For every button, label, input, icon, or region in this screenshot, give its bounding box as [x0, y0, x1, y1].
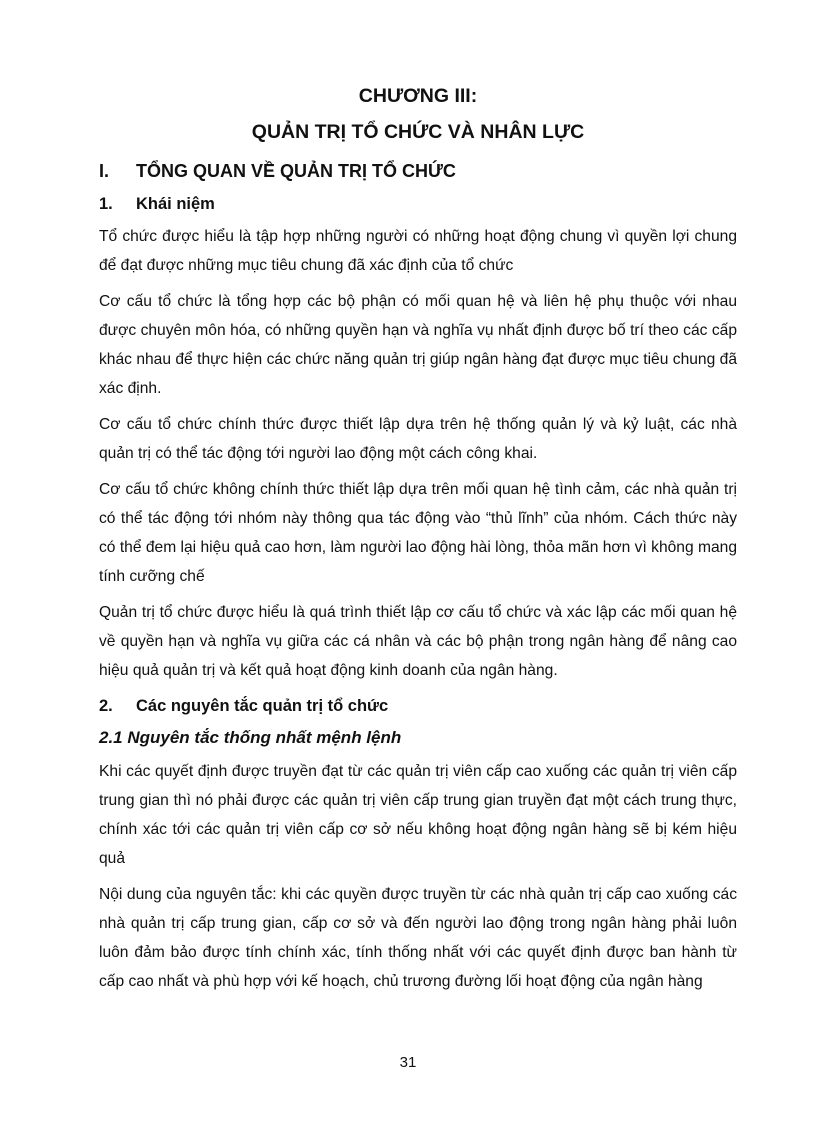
subsection-number: 1. [99, 195, 113, 213]
page-number: 31 [399, 1054, 417, 1071]
chapter-title: CHƯƠNG III: [358, 85, 478, 107]
paragraph: Tổ chức được hiểu là tập hợp những người có những hoạt động chung vì quyền lợi chung để đạt được những mục tiêu chung đã xác định của tổ chức [99, 228, 737, 274]
paragraph: Khi các quyết định được truyền đạt từ các quản trị viên cấp cao xuống các quản trị viên cấp trung gian thì nó phải được các quản trị viên cấp trung gian truyền đạt một cách trung thực, chính xác tới các quản trị viên cấp cơ sở nếu không hoạt động ngân hàng sẽ bị kém hiệu quả [99, 763, 737, 867]
section-title: TỔNG QUAN VỀ QUẢN TRỊ TỔ CHỨC [136, 161, 456, 181]
subsubsection-heading: 2.1 Nguyên tắc thống nhất mệnh lệnh [99, 728, 402, 747]
subsection-heading-2 [99, 695, 737, 717]
section-number: I. [99, 161, 110, 181]
paragraph: Nội dung của nguyên tắc: khi các quyền được truyền từ các nhà quản trị cấp cao xuống các nhà quản trị cấp trung gian, cấp cơ sở và đến người lao động trong ngân hàng phải luôn luôn đảm bảo được tính chính xác, tính thống nhất với các quyết định được ban hành từ cấp cao nhất và phù hợp với kế hoạch, chủ trương đường lối hoạt động của ngân hàng [99, 886, 737, 990]
section-heading-1 [99, 159, 737, 183]
subsection-number: 2. [99, 697, 113, 715]
chapter-subtitle: QUẢN TRỊ TỔ CHỨC VÀ NHÂN LỰC [251, 121, 585, 143]
subsection-title: Các nguyên tắc quản trị tổ chức [136, 697, 389, 715]
subsection-title: Khái niệm [136, 195, 215, 213]
paragraph: Cơ cấu tổ chức chính thức được thiết lập dựa trên hệ thống quản lý và kỷ luật, các nhà quản trị có thể tác động tới người lao động một cách công khai. [99, 416, 737, 462]
paragraph: Cơ cấu tổ chức không chính thức thiết lập dựa trên mối quan hệ tình cảm, các nhà quản trị có thể tác động tới nhóm này thông qua tác động vào “thủ lĩnh” của nhóm. Cách thức này có thể đem lại hiệu quả cao hơn, làm người lao động hài lòng, thỏa mãn hơn vì không mang tính cưỡng chế [99, 481, 737, 585]
paragraph: Cơ cấu tổ chức là tổng hợp các bộ phận có mối quan hệ và liên hệ phụ thuộc với nhau được chuyên môn hóa, có những quyền hạn và nghĩa vụ nhất định được bố trí theo các cấp khác nhau để thực hiện các chức năng quản trị giúp ngân hàng đạt được mục tiêu chung đã xác định. [99, 293, 737, 397]
paragraph: Quản trị tổ chức được hiểu là quá trình thiết lập cơ cấu tổ chức và xác lập các mối quan hệ về quyền hạn và nghĩa vụ giữa các cá nhân và các bộ phận trong ngân hàng để nâng cao hiệu quả quản trị và kết quả hoạt động kinh doanh của ngân hàng. [99, 604, 737, 679]
subsection-heading-1 [99, 193, 737, 215]
document-page [99, 78, 737, 996]
